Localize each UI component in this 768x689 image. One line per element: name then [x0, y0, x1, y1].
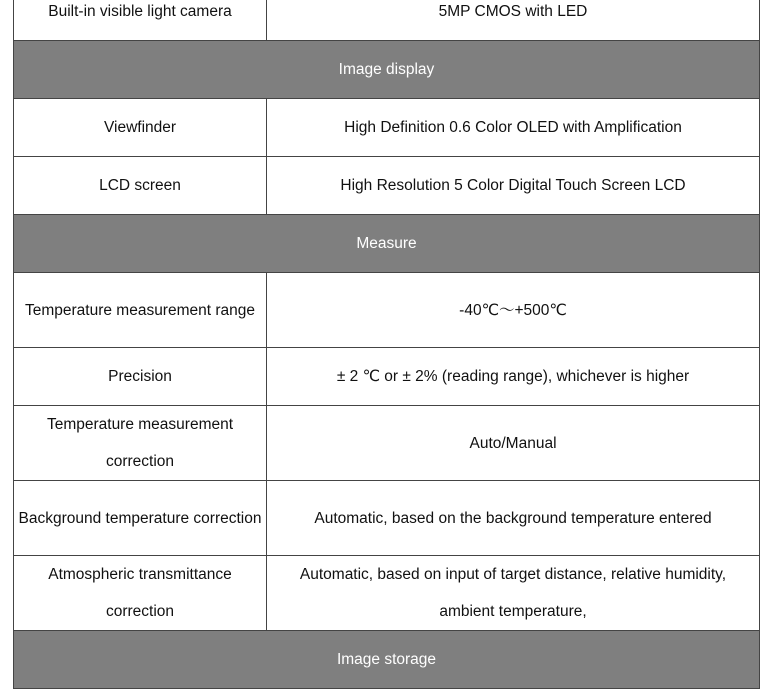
- spec-value: 5MP CMOS with LED: [267, 0, 760, 41]
- spec-label: Temperature measurement range: [14, 273, 267, 348]
- spec-value: Automatic, based on input of target distance, relative humidity, ambient temperature,: [267, 556, 760, 631]
- spec-label: Background temperature correction: [14, 481, 267, 556]
- spec-row-temperature-range: [14, 273, 760, 348]
- spec-row-temperature-correction: [14, 406, 760, 481]
- section-title: Image display: [14, 41, 760, 99]
- spec-label: Temperature measurement correction: [14, 406, 267, 481]
- spec-row-atmospheric-correction: [14, 556, 760, 631]
- section-header-image-storage: [14, 631, 760, 689]
- spec-label: Viewfinder: [14, 99, 267, 157]
- spec-label: LCD screen: [14, 157, 267, 215]
- spec-label: Atmospheric transmittance correction: [14, 556, 267, 631]
- spec-value: Automatic, based on the background temperature entered: [267, 481, 760, 556]
- spec-value: -40℃～+500℃: [267, 273, 760, 348]
- section-header-measure: [14, 215, 760, 273]
- spec-row-precision: [14, 348, 760, 406]
- spec-label: Precision: [14, 348, 267, 406]
- spec-row-visible-camera: [14, 0, 760, 41]
- spec-row-viewfinder: [14, 99, 760, 157]
- spec-row-background-correction: [14, 481, 760, 556]
- spec-value: ± 2 ℃ or ± 2% (reading range), whichever is higher: [267, 348, 760, 406]
- specifications-table: [13, 0, 760, 689]
- spec-value: High Resolution 5 Color Digital Touch Screen LCD: [267, 157, 760, 215]
- spec-label: Built-in visible light camera: [14, 0, 267, 41]
- section-title: Measure: [14, 215, 760, 273]
- section-header-image-display: [14, 41, 760, 99]
- spec-value: High Definition 0.6 Color OLED with Amplification: [267, 99, 760, 157]
- spec-row-lcd-screen: [14, 157, 760, 215]
- section-title: Image storage: [14, 631, 760, 689]
- spec-value: Auto/Manual: [267, 406, 760, 481]
